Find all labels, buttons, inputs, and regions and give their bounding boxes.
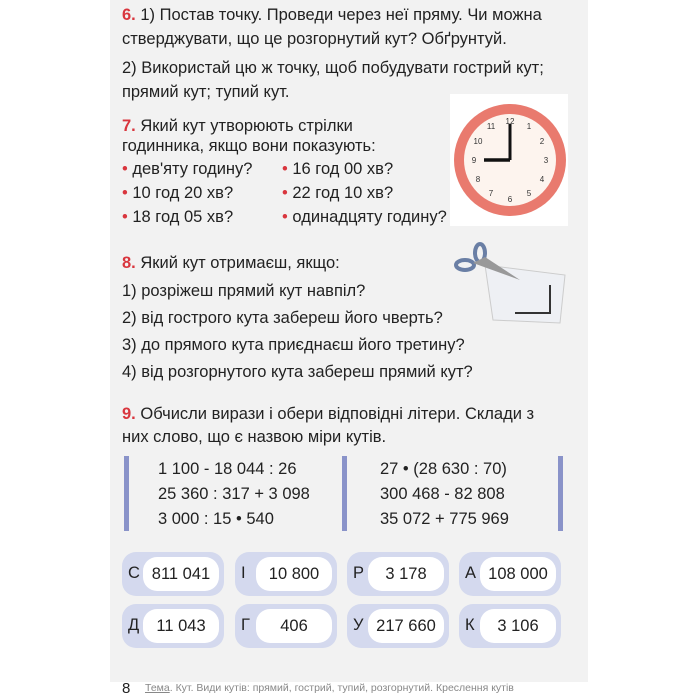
ex8-number: 8. (122, 254, 136, 272)
answer-chip: Р 3 178 (347, 552, 449, 596)
clock-image (450, 94, 568, 226)
bracket-left (124, 456, 129, 531)
expression: 3 000 : 15 • 540 (158, 510, 274, 528)
answer-chip: Д 11 043 (122, 604, 224, 648)
expression: 35 072 + 775 969 (380, 510, 509, 528)
answer-chip: К 3 106 (459, 604, 561, 648)
ex7-line2: годинника, якщо вони показують: (122, 137, 376, 155)
ex8-item: 1) розріжеш прямий кут навпіл? (122, 282, 366, 300)
bracket-middle (342, 456, 347, 531)
answer-chip: І 10 800 (235, 552, 337, 596)
ex8-item: 3) до прямого кута приєднаєш його третину? (122, 336, 465, 354)
svg-text:1: 1 (526, 122, 532, 131)
footer-topic: Тема. Кут. Види кутів: прямий, гострий, тупий, розгорнутий. Креслення кутів (145, 682, 514, 694)
expression: 300 468 - 82 808 (380, 485, 505, 503)
ex6-line1 (122, 3, 542, 27)
ex9-text: Обчисли вирази і обери відповідні літери. Склади з (140, 405, 535, 423)
scissors-paper-image (445, 235, 570, 325)
ex6-number: 6. (122, 6, 136, 24)
answer-chip: А 108 000 (459, 552, 561, 596)
ex9-line2: них слово, що є назвою міри кутів. (122, 428, 387, 446)
answer-chip: С 811 041 (122, 552, 224, 596)
svg-text:8: 8 (475, 175, 481, 184)
answer-chip: У 217 660 (347, 604, 449, 648)
expression: 1 100 - 18 044 : 26 (158, 460, 297, 478)
answer-chip: Г 406 (235, 604, 337, 648)
ex7-item: • одинадцяту годину? (282, 208, 447, 226)
svg-text:7: 7 (488, 189, 494, 198)
ex6-line2: стверджувати, що це розгорнутий кут? Обґрунтуй. (122, 30, 507, 48)
ex8-line1 (122, 251, 340, 275)
ex9-line1 (122, 402, 534, 426)
svg-text:9: 9 (471, 156, 477, 165)
ex7-number: 7. (122, 117, 136, 135)
svg-text:10: 10 (473, 137, 483, 146)
ex7-item: • 16 год 00 хв? (282, 160, 394, 178)
ex7-item: • 18 год 05 хв? (122, 208, 234, 226)
svg-text:11: 11 (486, 122, 496, 131)
svg-text:6: 6 (507, 195, 513, 204)
ex7-item: • дев'яту годину? (122, 160, 253, 178)
ex7-text: Який кут утворюють стрілки (140, 117, 353, 135)
ex8-text: Який кут отримаєш, якщо: (140, 254, 340, 272)
ex6-line3: 2) Використай цю ж точку, щоб побудувати гострий кут; (122, 59, 544, 77)
ex9-number: 9. (122, 405, 136, 423)
ex7-item: • 22 год 10 хв? (282, 184, 394, 202)
page-number: 8 (122, 680, 131, 697)
ex7-item: • 10 год 20 хв? (122, 184, 234, 202)
bracket-right (558, 456, 563, 531)
ex8-item: 4) від розгорнутого кута забереш прямий кут? (122, 363, 473, 381)
svg-text:4: 4 (539, 175, 545, 184)
ex6-text: 1) Постав точку. Проведи через неї пряму. Чи можна (140, 6, 542, 24)
ex8-item: 2) від гострого кута забереш його чверть? (122, 309, 443, 327)
svg-text:3: 3 (543, 156, 549, 165)
expression: 25 360 : 317 + 3 098 (158, 485, 310, 503)
svg-text:12: 12 (505, 117, 515, 126)
svg-text:5: 5 (526, 189, 532, 198)
ex6-line4: прямий кут; тупий кут. (122, 83, 290, 101)
svg-text:2: 2 (539, 137, 545, 146)
expression: 27 • (28 630 : 70) (380, 460, 507, 478)
